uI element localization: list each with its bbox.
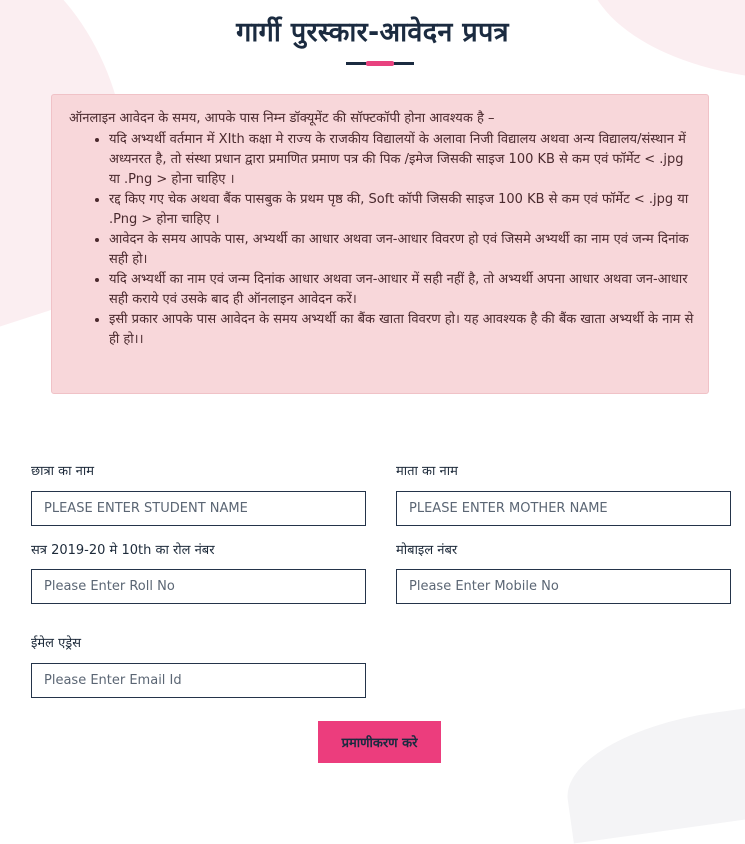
verify-submit-button[interactable]: प्रमाणीकरण करे: [318, 721, 441, 763]
student-name-label: छात्रा का नाम: [31, 464, 94, 479]
email-label: ईमेल एड्रेस: [31, 636, 82, 651]
requirements-list: [69, 130, 694, 350]
document-requirements-notice: [51, 94, 709, 394]
title-underline: [346, 62, 414, 65]
requirement-item: • यदि अभ्यर्थी का नाम एवं जन्म दिनांक आधार अथवा जन-आधार में सही नहीं है, तो अभ्यर्थी अपना आधार अथवा जन-आधार सही कराये एवं उसके बाद ही ऑनलाइन आवेदन करें।: [109, 270, 694, 310]
mother-name-label: माता का नाम: [396, 464, 458, 479]
requirement-item: • यदि अभ्यर्थी वर्तमान में XIth कक्षा मे राज्य के राजकीय विद्यालयों के अलावा निजी विद्यालय अथवा अन्य विद्यालय/संस्थान में अध्यनरत है, तो संस्था प्रधान द्वारा प्रमाणित प्रमाण पत्र की पिक /इमेज जिसकी साइज 100 KB से कम एवं फॉर्मेट < .jpg या .Png > होना चाहिए ।: [109, 130, 694, 190]
notice-intro: ऑनलाइन आवेदन के समय, आपके पास निम्न डॉक्यूमेंट की सॉफ्टकॉपी होना आवश्यक है –: [69, 111, 495, 126]
roll-no-input[interactable]: [31, 569, 366, 604]
email-input[interactable]: [31, 663, 366, 698]
title-underline-accent: [366, 61, 394, 66]
requirement-item: • इसी प्रकार आपके पास आवेदन के समय अभ्यर्थी का बैंक खाता विवरण हो। यह आवश्यक है की बैंक खाता अभ्यर्थी के नाम से ही हो।।: [109, 310, 694, 350]
roll-no-label: सत्र 2019-20 मे 10th का रोल नंबर: [31, 543, 215, 558]
background-shape-bottom-right: [559, 698, 745, 843]
requirement-item: • रद्द किए गए चेक अथवा बैंक पासबुक के प्रथम पृष्ठ की, Soft कॉपी जिसकी साइज 100 KB से कम एवं फॉर्मेट < .jpg या .Png > होना चाहिए ।: [109, 190, 694, 230]
page-title: गार्गी पुरस्कार-आवेदन प्रपत्र: [236, 17, 509, 48]
requirement-item: • आवेदन के समय आपके पास, अभ्यर्थी का आधार अथवा जन-आधार विवरण हो एवं जिसमे अभ्यर्थी का नाम एवं जन्म दिनांक सही हो।: [109, 230, 694, 270]
mobile-no-input[interactable]: [396, 569, 731, 604]
student-name-input[interactable]: [31, 491, 366, 526]
mother-name-input[interactable]: [396, 491, 731, 526]
mobile-no-label: मोबाइल नंबर: [396, 543, 458, 558]
